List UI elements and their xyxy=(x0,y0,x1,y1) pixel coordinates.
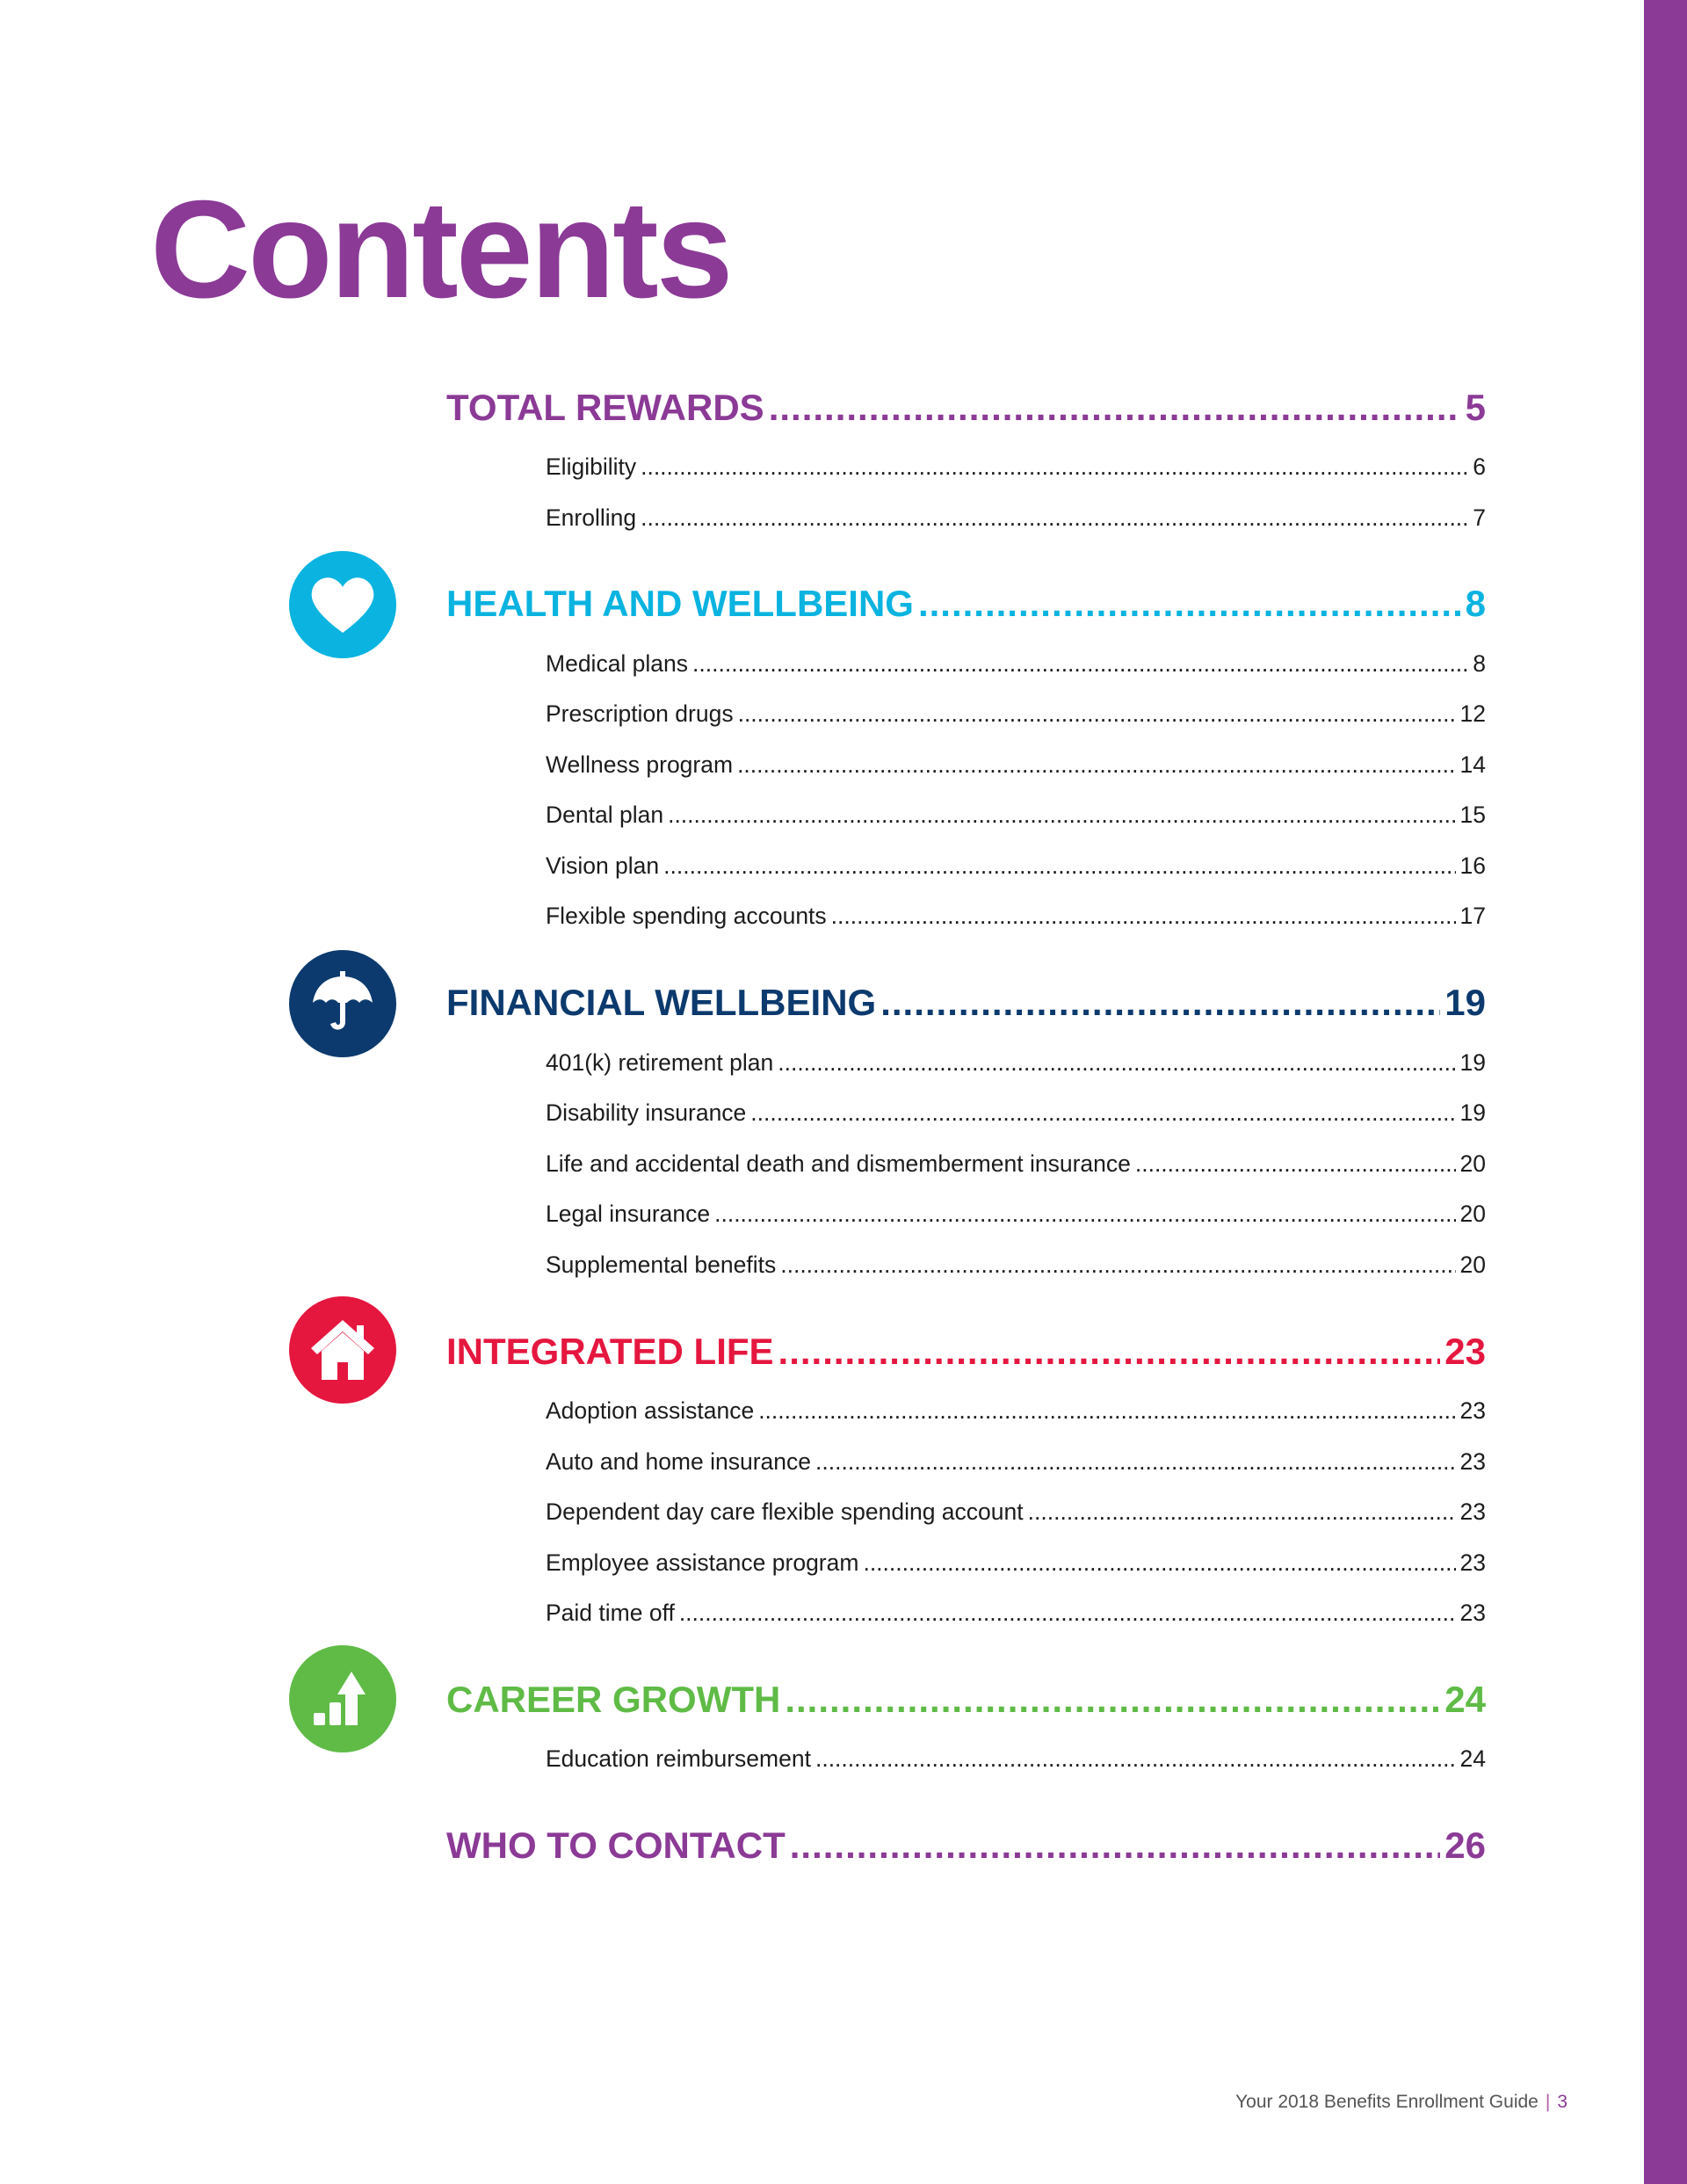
item-page: 23 xyxy=(1459,1498,1486,1525)
dot-leader xyxy=(714,1199,1455,1229)
item-label: Legal insurance xyxy=(546,1201,711,1227)
section-page: 8 xyxy=(1465,583,1486,624)
toc-item[interactable] xyxy=(546,452,1486,482)
item-label: Flexible spending accounts xyxy=(546,903,827,929)
footer-guide-title: Your 2018 Benefits Enrollment Guide xyxy=(1235,2092,1539,2112)
item-label: Adoption assistance xyxy=(546,1397,755,1424)
dot-leader xyxy=(641,452,1468,482)
dot-leader xyxy=(668,800,1455,830)
item-page: 6 xyxy=(1473,453,1486,480)
item-page: 19 xyxy=(1459,1099,1486,1126)
item-page: 16 xyxy=(1459,853,1486,879)
section-page: 5 xyxy=(1465,387,1486,428)
item-label: Education reimbursement xyxy=(546,1745,811,1772)
section-title: WHO TO CONTACT xyxy=(446,1825,786,1866)
toc-item[interactable] xyxy=(546,901,1486,931)
dot-leader xyxy=(663,851,1455,881)
toc-item[interactable] xyxy=(546,1447,1486,1477)
item-page: 20 xyxy=(1459,1201,1486,1227)
dot-leader xyxy=(880,980,1440,1026)
dot-leader xyxy=(815,1447,1456,1477)
item-page: 12 xyxy=(1459,700,1486,727)
toc-item[interactable] xyxy=(546,750,1486,780)
page-title: Contents xyxy=(150,172,731,327)
dot-leader xyxy=(679,1598,1456,1628)
item-page: 8 xyxy=(1473,650,1486,677)
dot-leader xyxy=(918,581,1461,627)
growth-chart-icon xyxy=(289,1645,396,1752)
dot-leader xyxy=(737,750,1455,780)
item-page: 23 xyxy=(1459,1397,1486,1424)
toc-item[interactable] xyxy=(546,649,1486,678)
toc-item[interactable] xyxy=(546,1497,1486,1527)
item-page: 19 xyxy=(1459,1049,1486,1076)
item-label: Employee assistance program xyxy=(546,1549,859,1576)
dot-leader xyxy=(831,901,1456,931)
section-title: HEALTH AND WELLBEING xyxy=(446,583,914,624)
umbrella-icon xyxy=(289,950,396,1057)
dot-leader xyxy=(815,1744,1456,1774)
section-page: 26 xyxy=(1444,1825,1486,1866)
item-label: Life and accidental death and dismemberment insurance xyxy=(546,1150,1131,1177)
item-label: Dependent day care flexible spending account xyxy=(546,1498,1024,1525)
item-page: 14 xyxy=(1459,751,1486,778)
dot-leader xyxy=(778,1048,1455,1077)
toc-item[interactable] xyxy=(546,1744,1486,1774)
item-page: 15 xyxy=(1459,802,1486,828)
page-footer xyxy=(1235,2092,1568,2113)
footer-separator: | xyxy=(1545,2092,1551,2112)
toc-section-career-growth[interactable] xyxy=(446,1677,1486,1723)
item-label: Vision plan xyxy=(546,853,660,879)
toc-item[interactable] xyxy=(546,699,1486,729)
item-page: 23 xyxy=(1459,1448,1486,1475)
footer-page-number: 3 xyxy=(1557,2092,1568,2112)
item-page: 23 xyxy=(1459,1549,1486,1576)
dot-leader xyxy=(785,1677,1440,1723)
dot-leader xyxy=(778,1329,1441,1375)
item-page: 24 xyxy=(1459,1745,1486,1772)
toc-item[interactable] xyxy=(546,1149,1486,1179)
item-label: Disability insurance xyxy=(546,1099,747,1126)
dot-leader xyxy=(1028,1497,1456,1527)
section-title: TOTAL REWARDS xyxy=(446,387,764,428)
dot-leader xyxy=(1135,1149,1456,1179)
item-label: Dental plan xyxy=(546,802,664,828)
dot-leader xyxy=(641,503,1468,533)
side-accent-bar xyxy=(1644,0,1687,2184)
section-page: 23 xyxy=(1444,1331,1486,1372)
toc-item[interactable] xyxy=(546,1199,1486,1229)
item-label: 401(k) retirement plan xyxy=(546,1049,774,1076)
item-label: Auto and home insurance xyxy=(546,1448,812,1475)
dot-leader xyxy=(790,1823,1441,1868)
item-label: Medical plans xyxy=(546,650,689,677)
dot-leader xyxy=(780,1250,1455,1280)
item-label: Wellness program xyxy=(546,751,734,778)
toc-section-total-rewards[interactable] xyxy=(446,385,1486,431)
dot-leader xyxy=(863,1548,1455,1578)
toc-item[interactable] xyxy=(546,1548,1486,1578)
section-title: INTEGRATED LIFE xyxy=(446,1331,774,1372)
item-page: 20 xyxy=(1459,1252,1486,1278)
dot-leader xyxy=(738,699,1456,729)
item-label: Supplemental benefits xyxy=(546,1252,777,1278)
section-page: 24 xyxy=(1444,1679,1486,1720)
toc-section-who-to-contact[interactable] xyxy=(446,1823,1486,1868)
item-page: 23 xyxy=(1459,1600,1486,1626)
section-page: 19 xyxy=(1444,982,1486,1023)
toc-item[interactable] xyxy=(546,1396,1486,1426)
house-icon xyxy=(289,1296,396,1404)
toc-section-integrated-life[interactable] xyxy=(446,1329,1486,1375)
dot-leader xyxy=(750,1098,1455,1128)
toc-item[interactable] xyxy=(546,800,1486,830)
item-label: Eligibility xyxy=(546,453,637,480)
dot-leader xyxy=(758,1396,1455,1426)
dot-leader xyxy=(769,385,1461,431)
toc-section-financial-wellbeing[interactable] xyxy=(446,980,1486,1026)
heart-icon xyxy=(289,551,396,658)
item-page: 17 xyxy=(1459,903,1486,929)
toc-item[interactable] xyxy=(546,1598,1486,1628)
dot-leader xyxy=(692,649,1468,678)
toc-item[interactable] xyxy=(546,1250,1486,1280)
item-page: 20 xyxy=(1459,1150,1486,1177)
toc-item[interactable] xyxy=(546,1048,1486,1077)
section-title: FINANCIAL WELLBEING xyxy=(446,982,877,1023)
toc-item[interactable] xyxy=(546,503,1486,533)
toc-section-health-and-wellbeing[interactable] xyxy=(446,581,1486,627)
section-title: CAREER GROWTH xyxy=(446,1679,781,1720)
item-label: Enrolling xyxy=(546,504,637,531)
toc-item[interactable] xyxy=(546,851,1486,881)
item-page: 7 xyxy=(1473,504,1486,531)
item-label: Prescription drugs xyxy=(546,700,734,727)
item-label: Paid time off xyxy=(546,1600,675,1626)
toc-item[interactable] xyxy=(546,1098,1486,1128)
